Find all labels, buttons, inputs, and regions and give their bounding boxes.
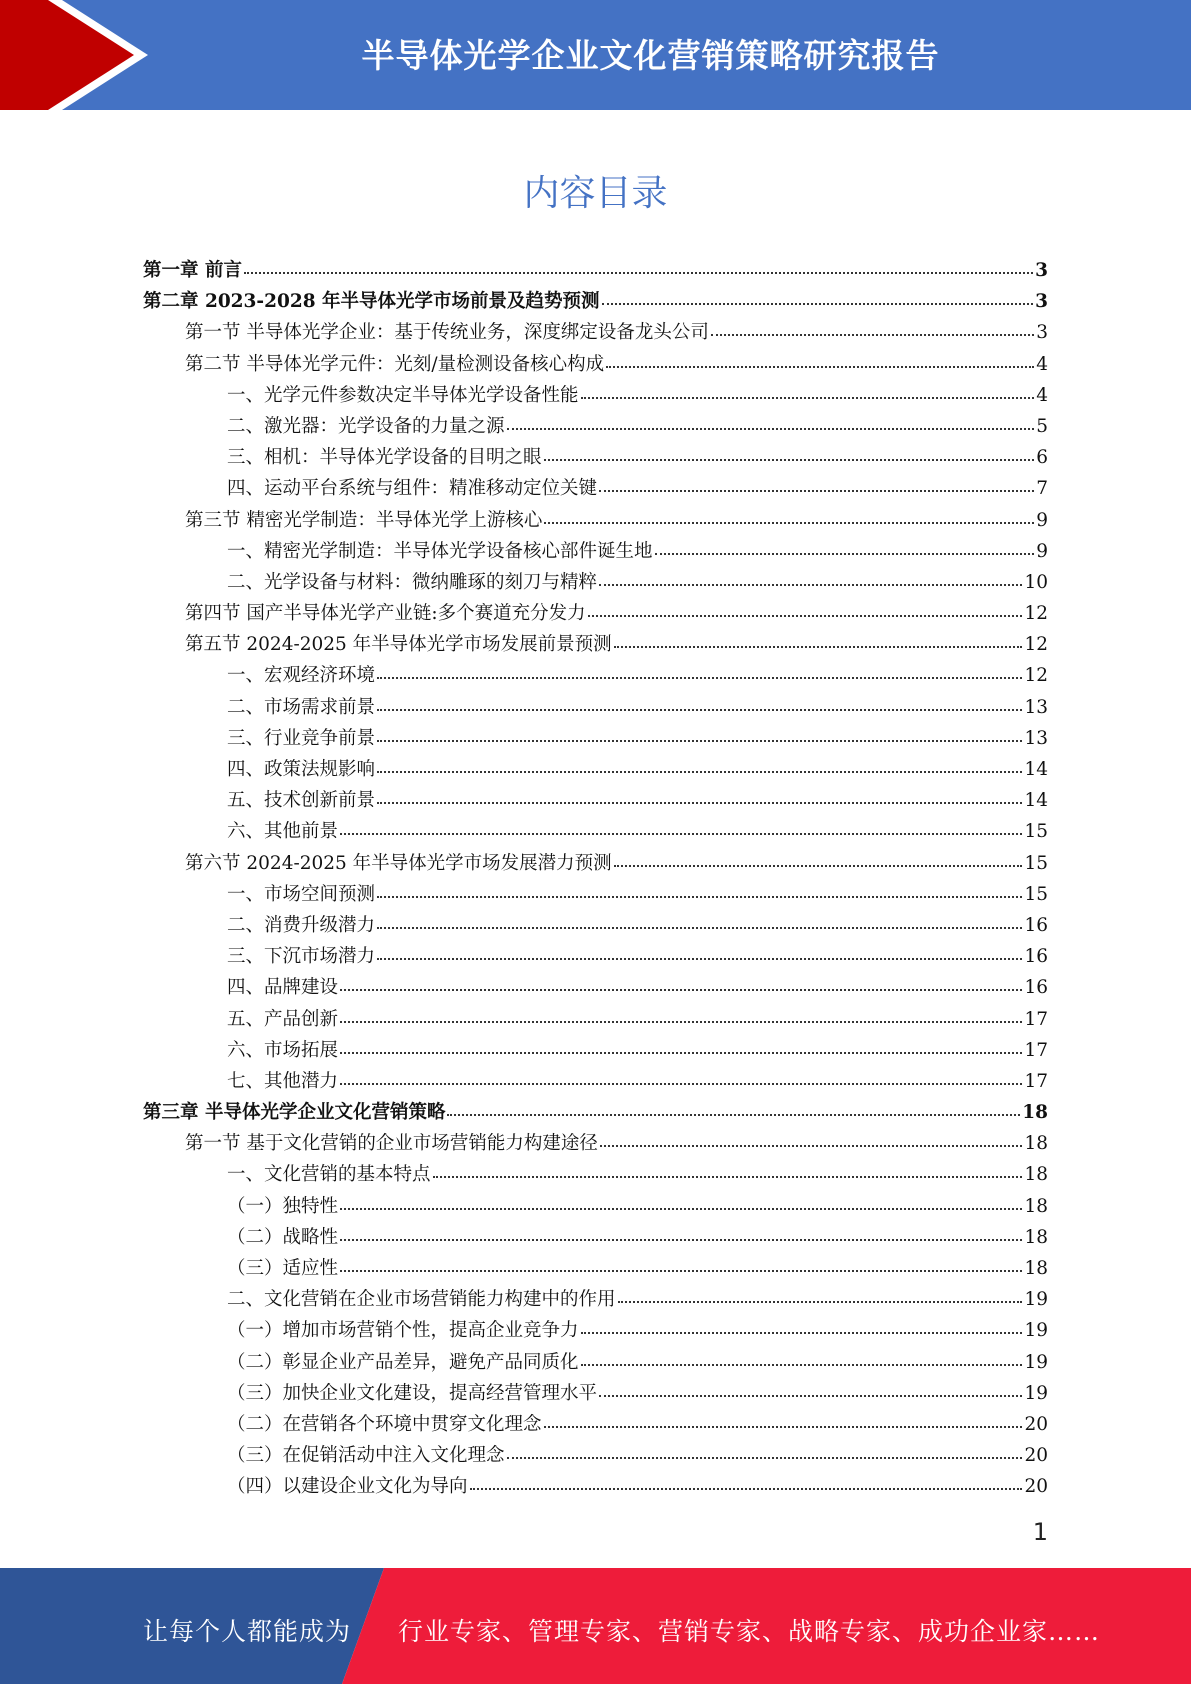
toc-dot-leader	[447, 1113, 1020, 1116]
toc-dot-leader	[340, 1020, 1022, 1023]
toc-entry-page: 16	[1024, 977, 1048, 999]
toc-dot-leader	[377, 895, 1022, 898]
toc-entry-title: （三）适应性	[227, 1258, 339, 1279]
toc-entry-page: 19	[1024, 1289, 1048, 1311]
toc-entry-title: 一、宏观经济环境	[227, 665, 376, 687]
toc-heading: 内容目录	[523, 173, 668, 214]
toc-entry-page: 19	[1024, 1382, 1048, 1404]
toc-dot-leader	[340, 988, 1022, 991]
toc-entry[interactable]	[143, 255, 1048, 286]
toc-dot-leader	[340, 1238, 1022, 1241]
toc-entry-title: 二、消费升级潜力	[227, 914, 376, 936]
toc-entry-page: 9	[1036, 540, 1048, 562]
toc-entry-page: 12	[1024, 603, 1048, 625]
toc-entry-title: 第二节 半导体光学元件：光刻/量检测设备核心构成	[185, 353, 605, 375]
report-title: 半导体光学企业文化营销策略研究报告	[361, 36, 940, 75]
toc-entry-title: （四）以建设企业文化为导向	[227, 1476, 468, 1498]
toc-dot-leader	[711, 333, 1034, 336]
toc-dot-leader	[377, 708, 1022, 711]
page-footer	[0, 1568, 1191, 1684]
toc-entry[interactable]	[143, 380, 1048, 411]
toc-entry-page: 3	[1036, 322, 1048, 344]
toc-dot-leader	[655, 552, 1035, 555]
toc-entry-page: 20	[1024, 1476, 1048, 1498]
toc-entry-title: 三、相机：半导体光学设备的目明之眼	[227, 447, 542, 469]
toc-entry-title: 五、产品创新	[227, 1008, 339, 1030]
toc-dot-leader	[614, 864, 1023, 867]
toc-entry[interactable]	[143, 1222, 1048, 1253]
toc-entry[interactable]	[143, 816, 1048, 847]
toc-dot-leader	[581, 396, 1035, 399]
toc-dot-leader	[377, 957, 1022, 960]
toc-entry[interactable]	[143, 598, 1048, 629]
toc-entry-page: 12	[1024, 665, 1048, 687]
toc-entry[interactable]	[143, 1253, 1048, 1284]
toc-entry-title: 二、激光器：光学设备的力量之源	[227, 415, 505, 437]
toc-entry[interactable]	[143, 505, 1048, 536]
toc-dot-leader	[599, 583, 1022, 586]
toc-entry-title: （三）在促销活动中注入文化理念	[227, 1445, 505, 1467]
toc-entry-page: 5	[1036, 415, 1048, 437]
toc-entry-title: 一、文化营销的基本特点	[227, 1164, 431, 1186]
toc-entry-title: 七、其他潜力	[227, 1070, 339, 1092]
toc-entry[interactable]	[143, 1097, 1048, 1128]
toc-dot-leader	[433, 1175, 1023, 1178]
toc-entry[interactable]	[143, 848, 1048, 879]
toc-entry-title: 第三章 半导体光学企业文化营销策略	[143, 1102, 446, 1124]
toc-dot-leader	[507, 427, 1035, 430]
toc-entry[interactable]	[143, 972, 1048, 1003]
toc-entry-page: 6	[1036, 447, 1048, 469]
toc-entry-title: 二、文化营销在企业市场营销能力构建中的作用	[227, 1289, 616, 1311]
toc-entry[interactable]	[143, 473, 1048, 504]
toc-entry[interactable]	[143, 723, 1048, 754]
toc-dot-leader	[340, 1207, 1022, 1210]
toc-entry-page: 17	[1024, 1039, 1048, 1061]
toc-entry[interactable]	[143, 349, 1048, 380]
toc-entry-page: 4	[1036, 384, 1048, 406]
toc-entry[interactable]	[143, 1159, 1048, 1190]
page-number: 1	[1032, 1518, 1048, 1546]
toc-dot-leader	[600, 1144, 1023, 1147]
toc-entry[interactable]	[143, 536, 1048, 567]
toc-entry-page: 14	[1024, 790, 1048, 812]
toc-entry-page: 14	[1024, 759, 1048, 780]
toc-entry[interactable]	[143, 754, 1048, 785]
toc-entry[interactable]	[143, 317, 1048, 348]
toc-entry-page: 20	[1024, 1445, 1048, 1467]
table-of-contents	[143, 255, 1048, 1503]
toc-entry-page: 18	[1024, 1226, 1048, 1248]
toc-dot-leader	[244, 271, 1033, 274]
toc-entry[interactable]	[143, 910, 1048, 941]
toc-entry-page: 15	[1024, 883, 1048, 905]
toc-entry-page: 4	[1036, 353, 1048, 375]
toc-dot-leader	[470, 1487, 1023, 1490]
toc-dot-leader	[377, 770, 1022, 773]
toc-dot-leader	[544, 458, 1035, 461]
toc-entry[interactable]	[143, 442, 1048, 473]
toc-entry-title: 二、市场需求前景	[227, 696, 376, 718]
toc-entry-title: 六、市场拓展	[227, 1039, 339, 1061]
toc-entry-title: 第六节 2024-2025 年半导体光学市场发展潜力预测	[185, 852, 612, 874]
toc-entry-page: 19	[1024, 1320, 1048, 1342]
toc-entry-page: 16	[1024, 946, 1048, 968]
toc-entry-title: 第二章 2023-2028 年半导体光学市场前景及趋势预测	[143, 291, 600, 313]
toc-entry-title: 第五节 2024-2025 年半导体光学市场发展前景预测	[185, 634, 612, 656]
toc-dot-leader	[340, 1051, 1022, 1054]
toc-entry-page: 9	[1036, 509, 1048, 531]
toc-entry-page: 18	[1022, 1102, 1048, 1124]
toc-entry[interactable]	[143, 567, 1048, 598]
header-red-arrow	[0, 0, 134, 110]
toc-entry-page: 17	[1024, 1008, 1048, 1030]
toc-dot-leader	[340, 1269, 1022, 1272]
toc-entry[interactable]	[143, 1315, 1048, 1346]
toc-entry[interactable]	[143, 1035, 1048, 1066]
toc-dot-leader	[606, 365, 1034, 368]
toc-entry-title: 第三节 精密光学制造：半导体光学上游核心	[185, 509, 543, 531]
toc-dot-leader	[340, 832, 1022, 835]
toc-entry[interactable]	[143, 1347, 1048, 1378]
toc-entry[interactable]	[143, 286, 1048, 317]
toc-entry-title: 一、光学元件参数决定半导体光学设备性能	[227, 384, 579, 406]
toc-dot-leader	[599, 489, 1034, 492]
toc-dot-leader	[544, 1425, 1023, 1428]
toc-dot-leader	[377, 676, 1022, 679]
toc-entry[interactable]	[143, 1409, 1048, 1440]
toc-entry-title: 第一章 前言	[143, 260, 242, 281]
toc-entry-title: （一）增加市场营销个性，提高企业竞争力	[227, 1320, 579, 1342]
toc-entry-page: 15	[1024, 821, 1048, 843]
toc-entry-title: 二、光学设备与材料：微纳雕琢的刻刀与精粹	[227, 571, 598, 593]
toc-dot-leader	[618, 1300, 1023, 1303]
toc-entry-page: 10	[1024, 571, 1048, 593]
toc-dot-leader	[377, 926, 1022, 929]
toc-dot-leader	[377, 801, 1022, 804]
toc-entry[interactable]	[143, 1128, 1048, 1159]
toc-entry[interactable]	[143, 629, 1048, 660]
toc-entry-title: 第一节 半导体光学企业：基于传统业务，深度绑定设备龙头公司	[185, 322, 709, 344]
toc-entry-page: 12	[1024, 634, 1048, 656]
toc-dot-leader	[581, 1331, 1023, 1334]
toc-dot-leader	[544, 521, 1034, 524]
toc-entry[interactable]	[143, 660, 1048, 691]
toc-entry-title: 三、行业竞争前景	[227, 727, 376, 749]
toc-entry[interactable]	[143, 1004, 1048, 1035]
toc-entry-page: 18	[1024, 1133, 1048, 1155]
toc-entry-page: 18	[1024, 1258, 1048, 1279]
toc-entry-title: 四、运动平台系统与组件：精准移动定位关键	[227, 478, 598, 500]
toc-entry-title: （一）独特性	[227, 1195, 339, 1217]
toc-entry-page: 19	[1024, 1351, 1048, 1373]
toc-entry-title: 一、市场空间预测	[227, 883, 376, 905]
toc-entry-page: 16	[1024, 914, 1048, 936]
toc-entry-title: 六、其他前景	[227, 821, 339, 843]
toc-entry[interactable]	[143, 1471, 1048, 1502]
toc-entry[interactable]	[143, 692, 1048, 723]
toc-entry-page: 15	[1024, 852, 1048, 874]
toc-dot-leader	[581, 1363, 1023, 1366]
toc-entry[interactable]	[143, 1284, 1048, 1315]
toc-dot-leader	[377, 739, 1022, 742]
toc-entry-page: 13	[1024, 727, 1048, 749]
toc-entry-title: 五、技术创新前景	[227, 790, 376, 812]
footer-slogan-left: 让每个人都能成为	[143, 1617, 352, 1646]
toc-entry-title: （二）彰显企业产品差异，避免产品同质化	[227, 1351, 579, 1373]
toc-entry[interactable]	[143, 941, 1048, 972]
toc-dot-leader	[599, 1394, 1022, 1397]
toc-dot-leader	[340, 1082, 1022, 1085]
footer-slogan-right: 行业专家、管理专家、营销专家、战略专家、成功企业家……	[398, 1617, 1101, 1646]
toc-entry-page: 17	[1024, 1070, 1048, 1092]
toc-entry-page: 7	[1036, 478, 1048, 500]
toc-dot-leader	[614, 645, 1023, 648]
toc-entry-title: （二）在营销各个环境中贯穿文化理念	[227, 1413, 542, 1435]
toc-dot-leader	[602, 302, 1034, 305]
toc-entry-title: 第一节 基于文化营销的企业市场营销能力构建途径	[185, 1133, 598, 1155]
toc-entry[interactable]	[143, 1191, 1048, 1222]
toc-entry[interactable]	[143, 879, 1048, 910]
toc-entry-page: 20	[1024, 1413, 1048, 1435]
toc-entry-title: 三、下沉市场潜力	[227, 946, 376, 968]
toc-entry-title: （二）战略性	[227, 1226, 339, 1248]
toc-entry-title: （三）加快企业文化建设，提高经营管理水平	[227, 1382, 598, 1404]
toc-entry[interactable]	[143, 785, 1048, 816]
toc-entry-title: 四、品牌建设	[227, 977, 339, 999]
toc-entry-page: 13	[1024, 696, 1048, 718]
toc-entry-title: 四、政策法规影响	[227, 759, 376, 780]
toc-entry[interactable]	[143, 1440, 1048, 1471]
toc-entry-title: 一、精密光学制造：半导体光学设备核心部件诞生地	[227, 540, 653, 562]
toc-entry-page: 3	[1035, 291, 1048, 313]
toc-dot-leader	[507, 1456, 1023, 1459]
toc-entry[interactable]	[143, 411, 1048, 442]
toc-entry[interactable]	[143, 1066, 1048, 1097]
toc-entry-page: 3	[1035, 260, 1048, 281]
page-header	[0, 0, 1191, 110]
toc-dot-leader	[588, 614, 1023, 617]
toc-entry-page: 18	[1024, 1164, 1048, 1186]
toc-entry[interactable]	[143, 1378, 1048, 1409]
toc-entry-page: 18	[1024, 1195, 1048, 1217]
toc-entry-title: 第四节 国产半导体光学产业链:多个赛道充分发力	[185, 603, 586, 625]
